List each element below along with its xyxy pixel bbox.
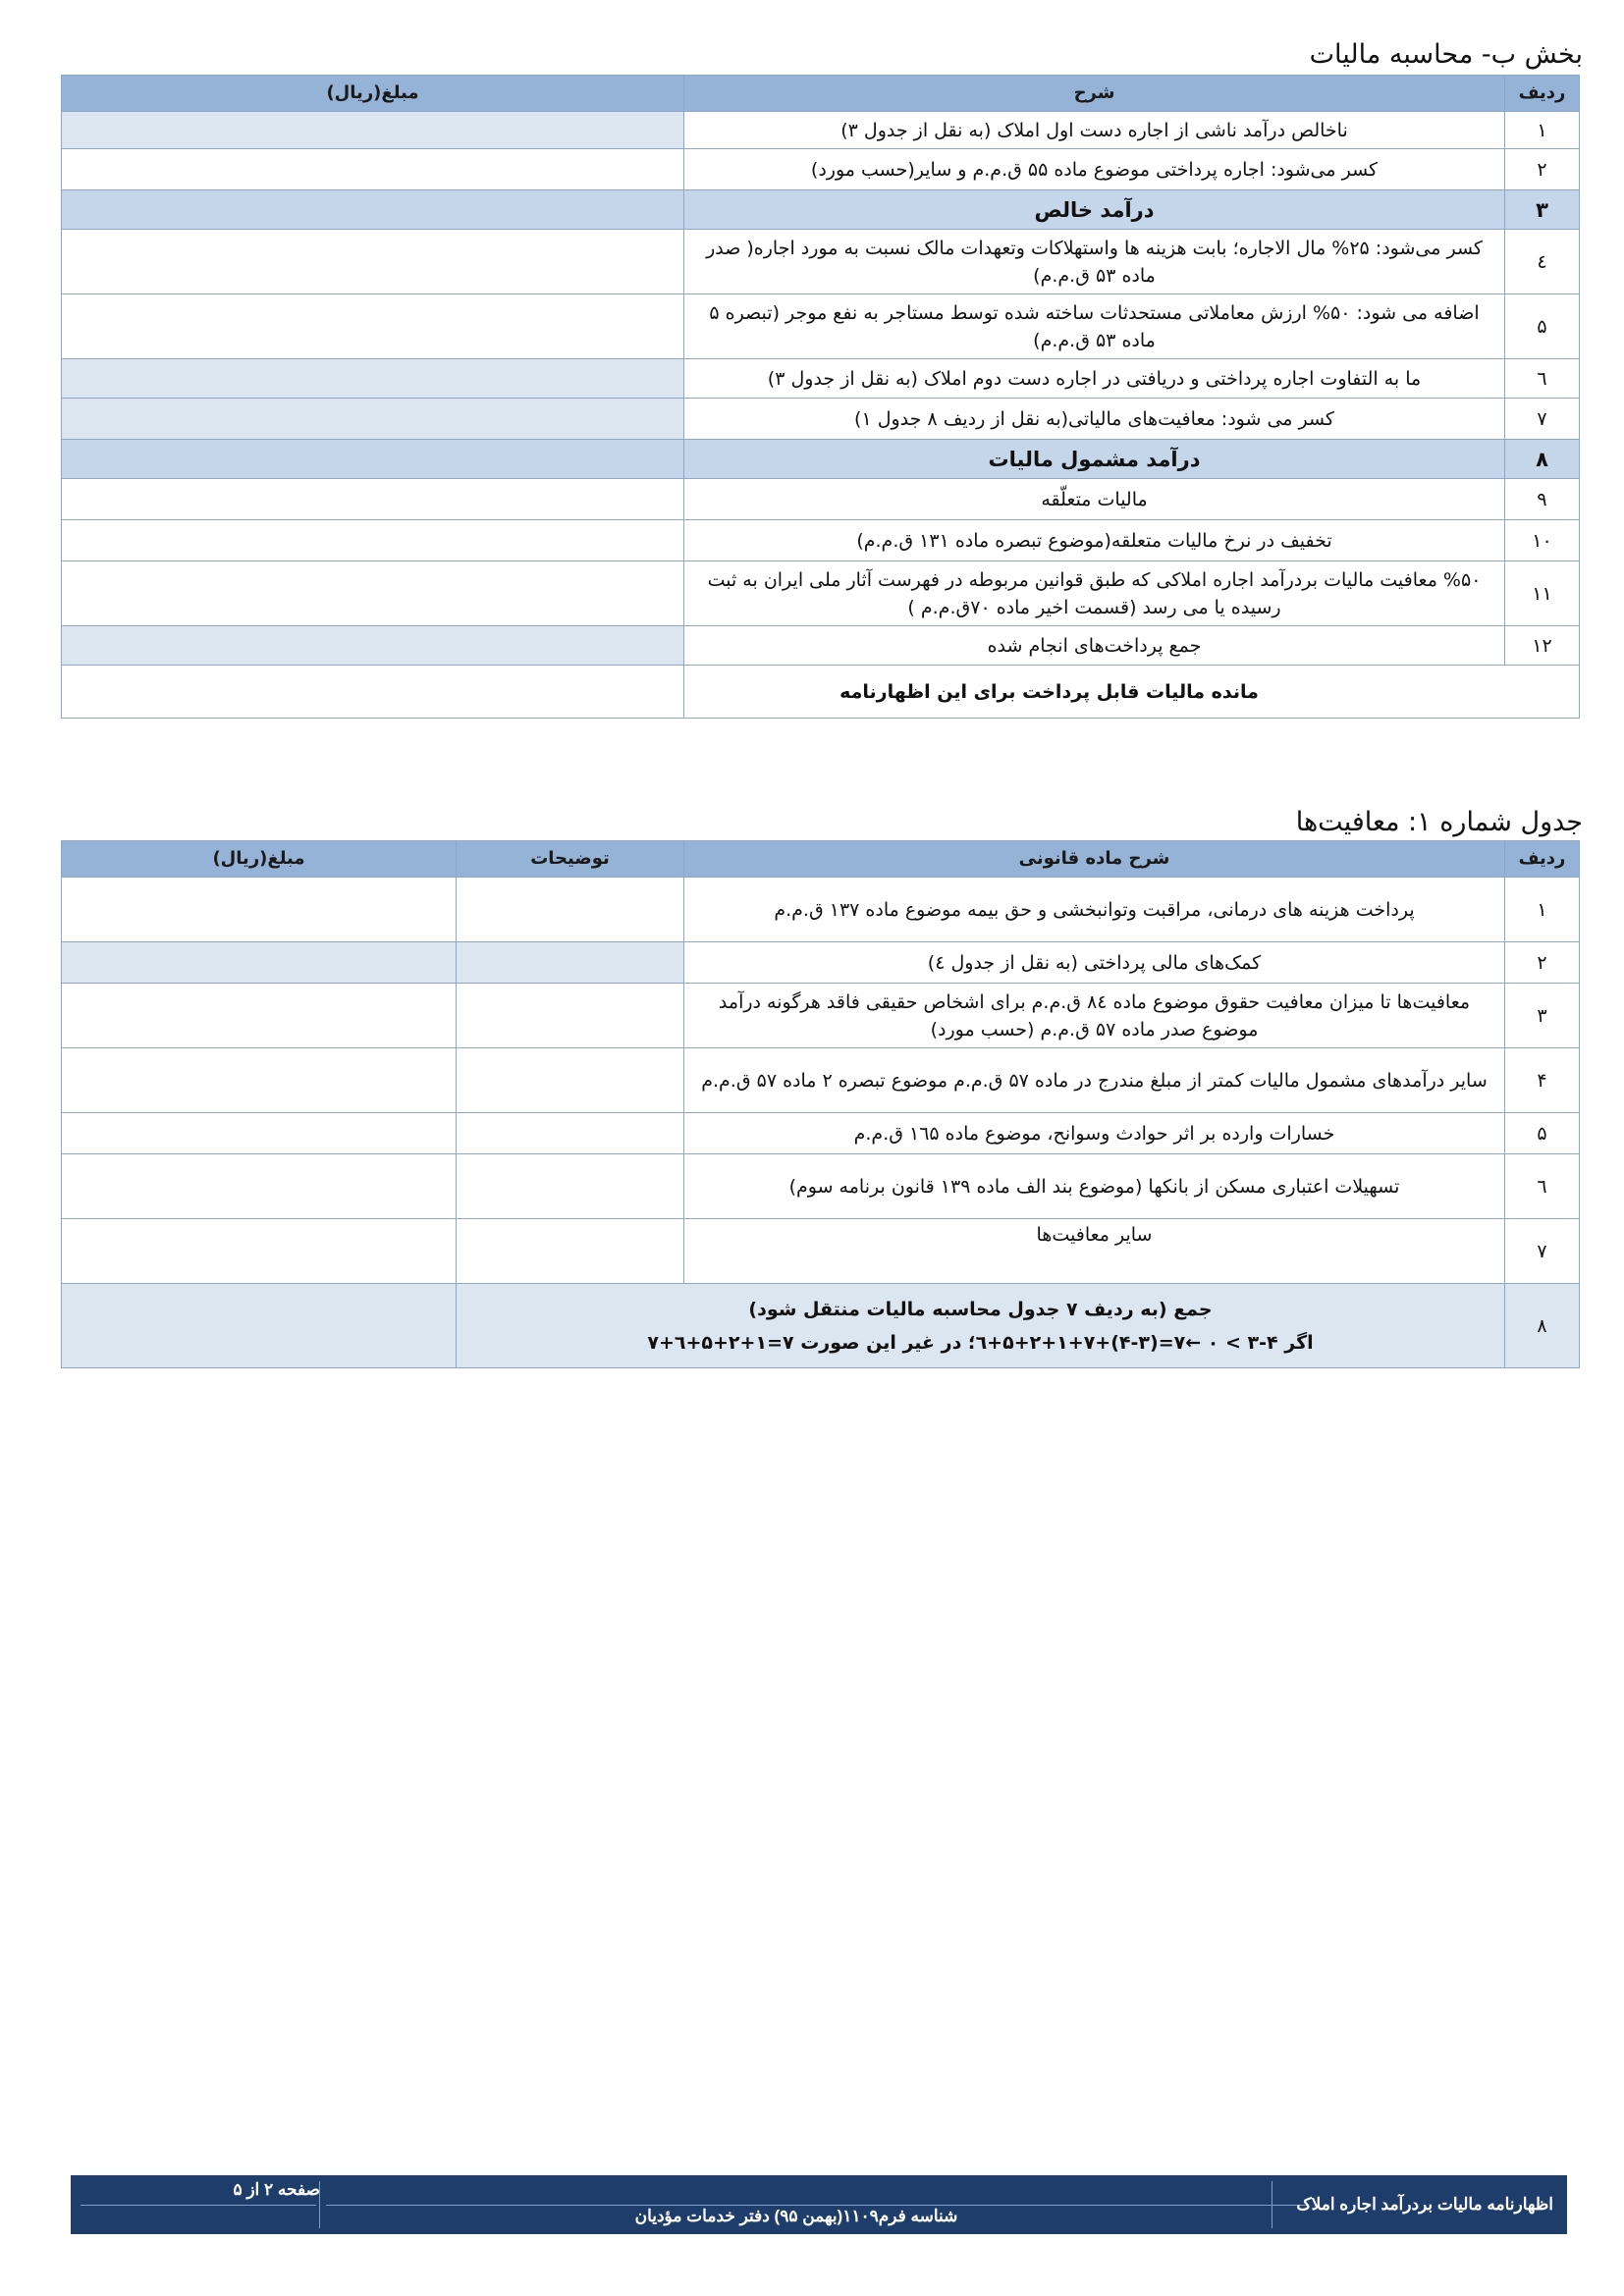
amount-field[interactable] bbox=[62, 1219, 457, 1284]
row-description: مالیات متعلّقه bbox=[684, 479, 1505, 520]
amount-field[interactable] bbox=[62, 399, 684, 440]
amount-field[interactable] bbox=[62, 294, 684, 359]
amount-field[interactable] bbox=[62, 479, 684, 520]
table-row-total bbox=[62, 1284, 1580, 1368]
table-row bbox=[62, 1154, 1580, 1219]
table-header-row bbox=[62, 76, 1580, 112]
total-description bbox=[457, 1284, 1505, 1368]
amount-field[interactable] bbox=[62, 878, 457, 942]
row-description: سایر درآمدهای مشمول مالیات کمتر از مبلغ مندرج در ماده ۵٧ ق.م.م موضوع تبصره ٢ ماده ۵٧ ق.م.م bbox=[684, 1048, 1505, 1113]
row-description: سایر معافیت‌ها bbox=[684, 1219, 1505, 1284]
row-description: کمک‌های مالی پرداختی (به نقل از جدول ٤) bbox=[684, 942, 1505, 984]
row-number: ٢ bbox=[1505, 149, 1580, 190]
col-header-notes: توضیحات bbox=[457, 841, 684, 878]
row-number: ٧ bbox=[1505, 399, 1580, 440]
row-description: تخفیف در نرخ مالیات متعلقه(موضوع تبصره ماده ١٣١ ق.م.م) bbox=[684, 520, 1505, 561]
amount-field[interactable] bbox=[62, 112, 684, 149]
amount-field[interactable] bbox=[62, 1048, 457, 1113]
notes-field[interactable] bbox=[457, 1154, 684, 1219]
table-row-final-balance bbox=[62, 666, 1580, 719]
amount-field[interactable] bbox=[62, 520, 684, 561]
amount-field[interactable] bbox=[62, 1284, 457, 1368]
table-row-net-income bbox=[62, 190, 1580, 230]
page-number: صفحه ٢ از ۵ bbox=[233, 2180, 320, 2199]
row-number: ٩ bbox=[1505, 479, 1580, 520]
table-row bbox=[62, 520, 1580, 561]
notes-field[interactable] bbox=[457, 1048, 684, 1113]
page-footer bbox=[71, 2175, 1567, 2234]
row-description: درآمد مشمول مالیات bbox=[684, 440, 1505, 479]
amount-field[interactable] bbox=[62, 984, 457, 1048]
row-number: ٢ bbox=[1505, 942, 1580, 984]
amount-field[interactable] bbox=[62, 440, 684, 479]
row-number: ۵ bbox=[1505, 294, 1580, 359]
table-row bbox=[62, 561, 1580, 626]
table-row bbox=[62, 1048, 1580, 1113]
notes-field[interactable] bbox=[457, 1113, 684, 1154]
row-description: جمع پرداخت‌های انجام شده bbox=[684, 626, 1505, 666]
amount-field[interactable] bbox=[62, 149, 684, 190]
row-number: ۴ bbox=[1505, 1048, 1580, 1113]
tax-calculation-table bbox=[61, 75, 1580, 719]
amount-field[interactable] bbox=[62, 1154, 457, 1219]
table-row bbox=[62, 984, 1580, 1048]
col-header-row-number: ردیف bbox=[1505, 76, 1580, 112]
row-description: پرداخت هزینه های درمانی، مراقبت وتوانبخشی و حق بیمه موضوع ماده ١٣٧ ق.م.م bbox=[684, 878, 1505, 942]
row-number: ١ bbox=[1505, 112, 1580, 149]
table-row bbox=[62, 399, 1580, 440]
exemptions-table bbox=[61, 840, 1580, 1368]
row-description: تسهیلات اعتباری مسکن از بانکها (موضوع بند الف ماده ١٣٩ قانون برنامه سوم) bbox=[684, 1154, 1505, 1219]
row-number: ٦ bbox=[1505, 359, 1580, 399]
row-description: ناخالص درآمد ناشی از اجاره دست اول املاک (به نقل از جدول ٣) bbox=[684, 112, 1505, 149]
row-description: ۵٠% معافیت مالیات بردرآمد اجاره املاکی که طبق قوانین مربوطه در فهرست آثار ملی ایران به ثبت رسیده یا می رسد (قسمت اخیر ماده ٧٠ق.م.م ) bbox=[684, 561, 1505, 626]
row-number: ١١ bbox=[1505, 561, 1580, 626]
footer-divider bbox=[81, 2205, 316, 2206]
row-number: ٣ bbox=[1505, 190, 1580, 230]
table-row bbox=[62, 294, 1580, 359]
row-number: ٤ bbox=[1505, 230, 1580, 294]
col-header-amount: مبلغ(ریال) bbox=[62, 76, 684, 112]
row-number: ١٠ bbox=[1505, 520, 1580, 561]
amount-field[interactable] bbox=[62, 666, 684, 719]
table-row bbox=[62, 479, 1580, 520]
form-title: اظهارنامه مالیات بردرآمد اجاره املاک bbox=[1296, 2195, 1553, 2214]
amount-field[interactable] bbox=[62, 561, 684, 626]
table-row bbox=[62, 112, 1580, 149]
table-row bbox=[62, 149, 1580, 190]
row-number: ۵ bbox=[1505, 1113, 1580, 1154]
col-header-description: شرح ماده قانونی bbox=[684, 841, 1505, 878]
section-b-title: بخش ب- محاسبه مالیات bbox=[1309, 39, 1583, 70]
table-header-row bbox=[62, 841, 1580, 878]
table-row bbox=[62, 230, 1580, 294]
amount-field[interactable] bbox=[62, 626, 684, 666]
row-number: ٦ bbox=[1505, 1154, 1580, 1219]
notes-field[interactable] bbox=[457, 1219, 684, 1284]
col-header-description: شرح bbox=[684, 76, 1505, 112]
table-row bbox=[62, 942, 1580, 984]
row-description: ما به التفاوت اجاره پرداختی و دریافتی در اجاره دست دوم املاک (به نقل از جدول ٣) bbox=[684, 359, 1505, 399]
total-formula: اگر ۴-٣ > ٠ ←٧=(٣-۴)+٧+١+٢+۵+٦؛ در غیر این صورت ٧=١+٢+۵+٦+٧ bbox=[647, 1331, 1314, 1354]
row-description: کسر می‌شود: اجاره پرداختی موضوع ماده ۵۵ ق.م.م و سایر(حسب مورد) bbox=[684, 149, 1505, 190]
row-description: خسارات وارده بر اثر حوادث وسوانح، موضوع ماده ١٦۵ ق.م.م bbox=[684, 1113, 1505, 1154]
table-row bbox=[62, 1219, 1580, 1284]
table-row bbox=[62, 359, 1580, 399]
row-description: اضافه می شود: ۵٠% ارزش معاملاتی مستحدثات ساخته شده توسط مستاجر به نفع موجر (تبصره ۵ ماده ۵٣ ق.م.م) bbox=[684, 294, 1505, 359]
row-description: درآمد خالص bbox=[684, 190, 1505, 230]
col-header-row-number: ردیف bbox=[1505, 841, 1580, 878]
table-row bbox=[62, 626, 1580, 666]
amount-field[interactable] bbox=[62, 359, 684, 399]
row-number: ٨ bbox=[1505, 440, 1580, 479]
row-number: ١٢ bbox=[1505, 626, 1580, 666]
table-row bbox=[62, 1113, 1580, 1154]
row-description: کسر می‌شود: ٢۵% مال الاجاره؛ بابت هزینه ها واستهلاکات وتعهدات مالک نسبت به مورد اجاره( صدر ماده ۵٣ ق.م.م) bbox=[684, 230, 1505, 294]
table-1-title: جدول شماره ١: معافیت‌ها bbox=[1295, 807, 1583, 837]
notes-field[interactable] bbox=[457, 984, 684, 1048]
amount-field[interactable] bbox=[62, 942, 457, 984]
table-row bbox=[62, 878, 1580, 942]
row-number: ١ bbox=[1505, 878, 1580, 942]
row-number: ٣ bbox=[1505, 984, 1580, 1048]
row-number: ٨ bbox=[1505, 1284, 1580, 1368]
row-description: کسر می شود: معافیت‌های مالیاتی(به نقل از ردیف ٨ جدول ١) bbox=[684, 399, 1505, 440]
amount-field[interactable] bbox=[62, 230, 684, 294]
final-balance-label: مانده مالیات قابل پرداخت برای این اظهارنامه bbox=[684, 666, 1580, 719]
form-id: شناسه فرم١١٠٩(بهمن ٩۵) دفتر خدمات مؤدیان bbox=[634, 2207, 958, 2225]
row-description: معافیت‌ها تا میزان معافیت حقوق موضوع ماده ٨٤ ق.م.م برای اشخاص حقیقی فاقد هرگونه درآمد موضوع صدر ماده ۵٧ ق.م.م (حسب مورد) bbox=[684, 984, 1505, 1048]
table-row-taxable-income bbox=[62, 440, 1580, 479]
col-header-amount: مبلغ(ریال) bbox=[62, 841, 457, 878]
notes-field[interactable] bbox=[457, 878, 684, 942]
total-line-1: جمع (به ردیف ٧ جدول محاسبه مالیات منتقل شود) bbox=[748, 1298, 1213, 1320]
amount-field[interactable] bbox=[62, 190, 684, 230]
row-number: ٧ bbox=[1505, 1219, 1580, 1284]
notes-field[interactable] bbox=[457, 942, 684, 984]
amount-field[interactable] bbox=[62, 1113, 457, 1154]
